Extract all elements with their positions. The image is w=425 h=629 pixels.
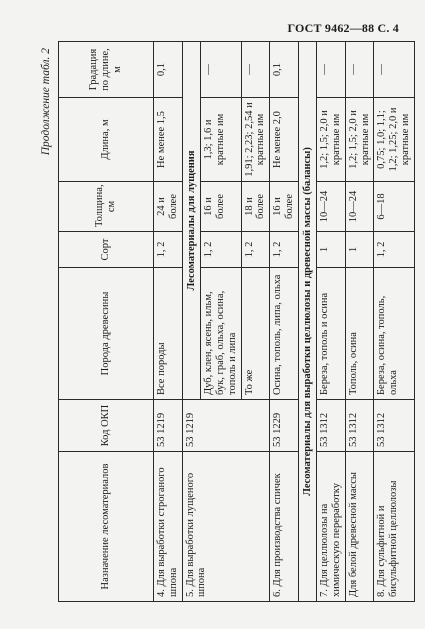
cell-thickness: 10—24 [345, 182, 374, 232]
cell-species: Тополь, осина [345, 268, 374, 400]
table-row [182, 42, 201, 602]
cell-purpose: 8. Для сульфитной и бисульфитной целлюлозы [374, 452, 414, 602]
table-row [374, 42, 414, 602]
group-heading: Лесоматериалы для лущения [182, 42, 201, 400]
col-header-length: Длина, м [59, 98, 154, 182]
cell-thickness: 16 и более [270, 182, 299, 232]
table-header-row [59, 42, 154, 602]
cell-species: То же [241, 268, 270, 400]
table-row [154, 42, 183, 602]
cell-thickness: 24 и более [154, 182, 183, 232]
timber-table [58, 41, 415, 602]
cell-thickness: 16 и более [201, 182, 241, 232]
cell-species: Береза, тополь и осина [317, 268, 346, 400]
cell-gradation: — [201, 42, 241, 98]
col-header-code: Код ОКП [59, 400, 154, 452]
cell-code: 53 1229 [270, 400, 299, 452]
cell-gradation: 0,1 [270, 42, 299, 98]
table-row [317, 42, 346, 602]
cell-grade: 1, 2 [241, 232, 270, 268]
cell-code: 53 1312 [317, 400, 346, 452]
cell-length: 1,3; 1,6 и кратные им [201, 98, 241, 182]
cell-code: 53 1219 [182, 400, 270, 452]
cell-gradation: 0,1 [154, 42, 183, 98]
group-heading: Лесоматериалы для выработки целлюлозы и древесной массы (балансы) [298, 42, 317, 602]
cell-grade: 1, 2 [374, 232, 414, 268]
table-row [270, 42, 299, 602]
col-header-species: Порода древесины [59, 268, 154, 400]
cell-code: 53 1219 [154, 400, 183, 452]
cell-code: 53 1312 [345, 400, 374, 452]
col-header-thickness: Толщина, см [59, 182, 154, 232]
cell-species: Осина, тополь, липа, ольха [270, 268, 299, 400]
cell-length: Не менее 1,5 [154, 98, 183, 182]
cell-species: Все породы [154, 268, 183, 400]
cell-grade: 1 [317, 232, 346, 268]
cell-gradation: — [345, 42, 374, 98]
table-row [298, 42, 317, 602]
cell-length: 1,2; 1,5; 2,0 и кратные им [345, 98, 374, 182]
cell-length: 1,91; 2,23; 2,54 и кратные им [241, 98, 270, 182]
cell-grade: 1 [345, 232, 374, 268]
col-header-gradation: Градация по длине, м [59, 42, 154, 98]
cell-species: Береза, осина, тополь, ольха [374, 268, 414, 400]
cell-grade: 1, 2 [270, 232, 299, 268]
cell-grade: 1, 2 [201, 232, 241, 268]
cell-gradation: — [317, 42, 346, 98]
cell-grade: 1, 2 [154, 232, 183, 268]
cell-length: 0,75; 1,0; 1,1; 1,2; 1,25; 2,0 и кратные им [374, 98, 414, 182]
cell-code: 53 1312 [374, 400, 414, 452]
cell-thickness: 18 и более [241, 182, 270, 232]
rotated-table-area [40, 42, 412, 602]
cell-purpose: 7. Для целлюлозы на химическую переработку [317, 452, 346, 602]
cell-purpose: 4. Для выработки строганого шпона [154, 452, 183, 602]
cell-length: 1,2; 1,5; 2,0 и кратные им [317, 98, 346, 182]
cell-thickness: 6—18 [374, 182, 414, 232]
cell-thickness: 10—24 [317, 182, 346, 232]
cell-length: Не менее 2,0 [270, 98, 299, 182]
col-header-grade: Сорт [59, 232, 154, 268]
cell-gradation: — [241, 42, 270, 98]
col-header-purpose: Назначение лесоматериалов [59, 452, 154, 602]
cell-purpose: 5. Для выработки лущеного шпона [182, 452, 270, 602]
cell-species: Дуб, клен, ясень, ильм, бук, граб, ольха, осина, тополь и липа [201, 268, 241, 400]
table-row [345, 42, 374, 602]
continuation-label: Продолжение табл. 2 [40, 48, 52, 156]
cell-purpose: 6. Для производства спичек [270, 452, 299, 602]
cell-gradation: — [374, 42, 414, 98]
page-header: ГОСТ 9462—88 С. 4 [287, 21, 399, 35]
cell-purpose: Для белой древесной массы [345, 452, 374, 602]
